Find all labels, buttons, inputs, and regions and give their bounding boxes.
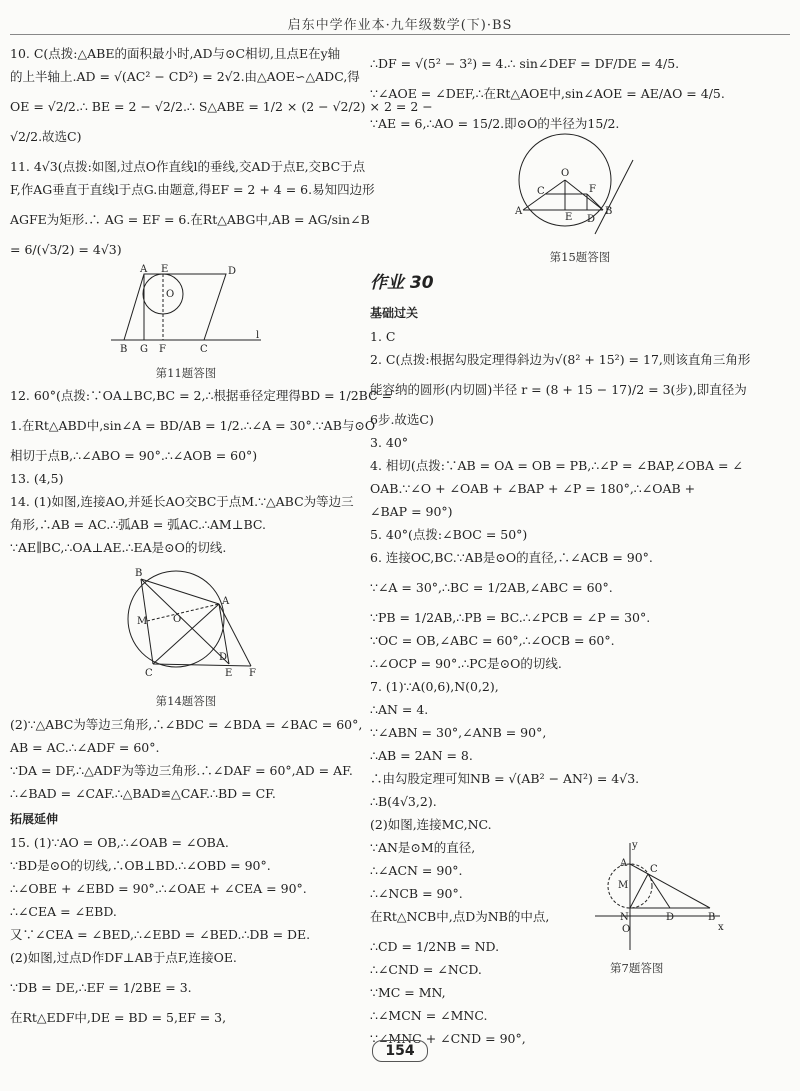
text-line: ∴∠MCN = ∠MNC. bbox=[370, 1007, 488, 1023]
text-line: 角形,∴AB = AC.∴弧AB = 弧AC.∴AM⊥BC. bbox=[10, 517, 266, 533]
text-line: ∵∠AOE = ∠DEF,∴在Rt△AOE中,sin∠AOE = AE/AO = 4/5. bbox=[370, 86, 725, 101]
figure-14-diagram bbox=[101, 564, 271, 684]
svg-text:O: O bbox=[561, 168, 570, 179]
text-line: 能容纳的圆形(内切圆)半径 r = (8 + 15 − 17)/2 = 3(步),即直径为 bbox=[370, 381, 747, 397]
text-line: ∴DF = √(5² − 3²) = 4.∴ sin∠DEF = DF/DE = 4/5. bbox=[370, 56, 680, 71]
text-line: (2)如图,过点D作DF⊥AB于点F,连接OE. bbox=[10, 949, 237, 965]
text-line: ∵AN是⊙M的直径, bbox=[370, 839, 476, 855]
text-line: ∴AB = 2AN = 8. bbox=[370, 747, 473, 763]
text-line: √2/2.故选C) bbox=[10, 129, 82, 144]
text-line: ∵DB = DE,∴EF = 1/2BE = 3. bbox=[10, 979, 192, 995]
svg-text:C: C bbox=[537, 186, 545, 197]
svg-text:A: A bbox=[140, 264, 148, 275]
text-line: 14. (1)如图,连接AO,并延长AO交BC于点M.∵△ABC为等边三 bbox=[10, 494, 354, 510]
svg-text:G: G bbox=[140, 344, 148, 355]
text-line: ∴∠CND = ∠NCD. bbox=[370, 961, 482, 977]
figure-11-diagram bbox=[106, 266, 266, 356]
svg-text:E: E bbox=[161, 264, 169, 275]
text-line: 在Rt△EDF中,DE = BD = 5,EF = 3, bbox=[10, 1009, 227, 1025]
page-number: 154 bbox=[372, 1040, 427, 1062]
text-line: AGFE为矩形.∴ AG = EF = 6.在Rt△ABG中,AB = AG/sin∠B bbox=[10, 212, 370, 227]
text-line: ∵DA = DF,∴△ADF为等边三角形.∴∠DAF = 60°,AD = AF. bbox=[10, 762, 353, 778]
text-line: ∴由勾股定理可知NB = √(AB² − AN²) = 4√3. bbox=[370, 770, 640, 786]
text-line: ∵AE = 6,∴AO = 15/2.即⊙O的半径为15/2. bbox=[370, 116, 620, 131]
text-line: (2)如图,连接MC,NC. bbox=[370, 816, 492, 832]
svg-text:O: O bbox=[173, 614, 182, 626]
svg-text:y: y bbox=[632, 840, 638, 851]
figure-15-caption: 第15题答图 bbox=[549, 250, 611, 264]
text-line: AB = AC.∴∠ADF = 60°. bbox=[10, 739, 160, 755]
figure-15 bbox=[370, 140, 790, 266]
text-line: 3. 40° bbox=[370, 434, 409, 450]
text-line: F,作AG垂直于直线l于点G.由题意,得EF = 2 + 4 = 6.易知四边形 bbox=[10, 182, 375, 197]
svg-text:E: E bbox=[225, 668, 233, 680]
text-line: ∵∠ABN = 30°,∠ANB = 90°, bbox=[370, 724, 547, 740]
text-line: 5. 40°(点拨:∠BOC = 50°) bbox=[370, 526, 528, 542]
text-line: ∴∠NCB = 90°. bbox=[370, 885, 463, 901]
svg-text:B: B bbox=[708, 912, 716, 923]
text-line: 1. C bbox=[370, 328, 396, 344]
text-line: 13. (4,5) bbox=[10, 471, 64, 487]
figure-7-caption: 第7题答图 bbox=[610, 961, 664, 975]
text-line: 10. C(点拨:△ABE的面积最小时,AD与⊙C相切,且点E在y轴 bbox=[10, 46, 341, 61]
text-line: 1.在Rt△ABD中,sin∠A = BD/AB = 1/2.∴∠A = 30°.∵AB与⊙O bbox=[10, 418, 376, 434]
text-line: ∴B(4√3,2). bbox=[370, 793, 437, 809]
assignment-title: 作业 30 bbox=[370, 273, 434, 294]
header-rule bbox=[10, 34, 790, 35]
figure-7-diagram bbox=[590, 838, 730, 958]
text-line: ∵BD是⊙O的切线,∴OB⊥BD.∴∠OBD = 90°. bbox=[10, 857, 271, 873]
text-line: ∴∠ACN = 90°. bbox=[370, 862, 463, 878]
text-line: 的上半轴上.AD = √(AC² − CD²) = 2√2.由△AOE∽△ADC,得 bbox=[10, 69, 360, 84]
text-line: 15. (1)∵AO = OB,∴∠OAB = ∠OBA. bbox=[10, 834, 229, 850]
page-header: 启东中学作业本·九年级数学(下)·BS bbox=[287, 18, 513, 33]
text-line: ∵MC = MN, bbox=[370, 984, 446, 1000]
text-line: 4. 相切(点拨:∵AB = OA = OB = PB,∴∠P = ∠BAP,∠OBA = ∠ bbox=[370, 457, 743, 473]
figure-11 bbox=[10, 266, 362, 382]
svg-text:C: C bbox=[200, 344, 208, 355]
svg-text:O: O bbox=[166, 289, 175, 300]
text-line: 2. C(点拨:根据勾股定理得斜边为√(8² + 15²) = 17,则该直角三角形 bbox=[370, 351, 751, 367]
svg-text:C: C bbox=[650, 864, 658, 875]
text-line: ∠BAP = 90°) bbox=[370, 503, 453, 519]
svg-text:A: A bbox=[515, 206, 523, 217]
text-line: (2)∵△ABC为等边三角形,∴∠BDC = ∠BDA = ∠BAC = 60°, bbox=[10, 716, 363, 732]
text-line: = 6/(√3/2) = 4√3) bbox=[10, 242, 122, 257]
svg-text:A: A bbox=[222, 596, 230, 608]
figure-11-caption: 第11题答图 bbox=[155, 366, 217, 380]
text-line: ∴∠OBE + ∠EBD = 90°.∴∠OAE + ∠CEA = 90°. bbox=[10, 880, 307, 896]
text-line: ∵OC = OB,∠ABC = 60°,∴∠OCB = 60°. bbox=[370, 632, 615, 648]
svg-text:B: B bbox=[135, 568, 143, 580]
svg-text:N: N bbox=[620, 912, 629, 923]
figure-15-diagram bbox=[515, 140, 645, 240]
svg-text:M: M bbox=[137, 616, 148, 628]
text-line: ∵∠A = 30°,∴BC = 1/2AB,∠ABC = 60°. bbox=[370, 579, 613, 595]
svg-text:E: E bbox=[565, 212, 573, 223]
text-line: ∴∠BAD = ∠CAF.∴△BAD≌△CAF.∴BD = CF. bbox=[10, 785, 276, 801]
figure-7 bbox=[590, 838, 730, 962]
text-line: 12. 60°(点拨:∵OA⊥BC,BC = 2,∴根据垂径定理得BD = 1/2BC = bbox=[10, 388, 393, 404]
svg-text:A: A bbox=[620, 858, 628, 869]
section-heading: 基础过关 bbox=[370, 305, 419, 320]
text-line: ∴∠OCP = 90°.∴PC是⊙O的切线. bbox=[370, 655, 562, 671]
section-heading: 拓展延伸 bbox=[10, 811, 59, 826]
text-line: OE = √2/2.∴ BE = 2 − √2/2.∴ S△ABE = 1/2 × (2 − √2/2) × 2 = 2 − bbox=[10, 99, 433, 114]
figure-14 bbox=[10, 564, 362, 710]
text-line: ∵∠MNC + ∠CND = 90°, bbox=[370, 1030, 526, 1046]
text-line: 在Rt△NCB中,点D为NB的中点, bbox=[370, 908, 550, 924]
text-line: 6步.故选C) bbox=[370, 411, 434, 427]
text-line: OAB.∵∠O + ∠OAB + ∠BAP + ∠P = 180°,∴∠OAB + bbox=[370, 480, 696, 496]
page-number-box bbox=[0, 1040, 800, 1062]
text-line: 相切于点B,∴∠ABO = 90°.∴∠AOB = 60°) bbox=[10, 448, 258, 464]
text-line: 6. 连接OC,BC.∵AB是⊙O的直径,∴∠ACB = 90°. bbox=[370, 549, 653, 565]
text-line: ∵PB = 1/2AB,∴PB = BC.∴∠PCB = ∠P = 30°. bbox=[370, 609, 651, 625]
text-line: ∴∠CEA = ∠EBD. bbox=[10, 903, 117, 919]
svg-text:l: l bbox=[256, 330, 260, 341]
svg-text:F: F bbox=[589, 184, 596, 195]
svg-text:D: D bbox=[219, 652, 228, 664]
svg-text:B: B bbox=[605, 206, 613, 217]
text-line: 又∵∠CEA = ∠BED,∴∠EBD = ∠BED.∴DB = DE. bbox=[10, 926, 311, 942]
text-line: ∴AN = 4. bbox=[370, 701, 429, 717]
figure-14-caption: 第14题答图 bbox=[155, 694, 217, 709]
text-line: 7. (1)∵A(0,6),N(0,2), bbox=[370, 678, 499, 694]
svg-text:D: D bbox=[666, 912, 675, 923]
svg-text:B: B bbox=[120, 344, 128, 355]
svg-text:D: D bbox=[228, 266, 237, 277]
text-line: ∴CD = 1/2NB = ND. bbox=[370, 938, 500, 954]
svg-text:C: C bbox=[145, 668, 153, 680]
text-line: 11. 4√3(点拨:如图,过点O作直线l的垂线,交AD于点E,交BC于点 bbox=[10, 159, 366, 174]
svg-text:M: M bbox=[618, 880, 629, 891]
svg-text:D: D bbox=[587, 214, 596, 225]
svg-text:F: F bbox=[159, 344, 166, 355]
text-line: ∵AE∥BC,∴OA⊥AE.∴EA是⊙O的切线. bbox=[10, 540, 227, 556]
svg-text:x: x bbox=[718, 922, 724, 933]
svg-text:O: O bbox=[622, 924, 631, 935]
svg-text:F: F bbox=[249, 668, 256, 680]
